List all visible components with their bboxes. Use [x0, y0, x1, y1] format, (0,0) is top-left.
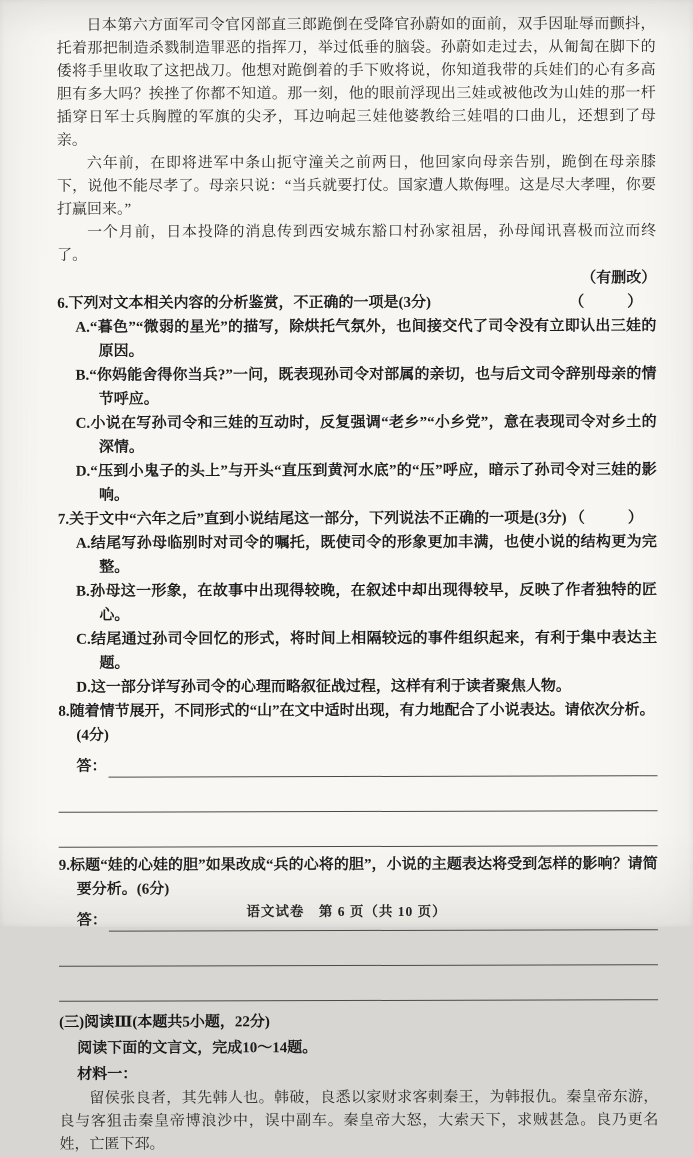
section-3 — [59, 1008, 658, 1157]
question-9-text: 标题“娃的心娃的胆”如果改成“兵的心将的胆”，小说的主题表达将受到怎样的影响？请简要分析。(6分) — [69, 856, 658, 898]
passage-paragraph-3: 一个月前，日本投降的消息传到西安城东豁口村孙家祖居，孙母闻讯喜极而泣而终了。 — [57, 223, 657, 264]
question-8-score: (4分) — [76, 727, 109, 744]
question-6-stem — [57, 290, 656, 316]
answer-bracket: （ ） — [569, 294, 657, 311]
question-8-text: 随着情节展开，不同形式的“山”在文中适时出现，有力地配合了小说表达。请依次分析。 — [69, 702, 655, 720]
question-8-number: 8. — [58, 703, 70, 720]
answer-bracket: （ ） — [569, 510, 657, 527]
section-3-heading: (三)阅读Ⅲ(本题共5小题，22分) — [59, 1014, 270, 1031]
question-7-option-a: A.结尾写孙母临别时对司令的嘱托，既使司令的形象更加丰满，也使小说的结构更为完整。 — [75, 534, 657, 576]
section-3-instruction: 阅读下面的文言文，完成10～14题。 — [77, 1040, 318, 1057]
question-8-stem — [58, 698, 657, 724]
question-6-number: 6. — [57, 295, 69, 312]
material-1-text: 留侯张良者，其先韩人也。韩破，良悉以家财求客刺秦王，为韩报仇。秦皇帝东游，良与客狙击秦皇帝博浪沙中，误中副车。秦皇帝大怒，大索天下，求贼甚急。良乃更名姓，亡匿下邳。 — [59, 1089, 659, 1153]
passage-paragraph-1: 日本第六方面军司令官冈部直三郎跪倒在受降官孙蔚如的面前，双手因耻辱而颤抖，托着那把制造杀戮制造罪恶的指挥刀，举过低垂的脑袋。孙蔚如走过去，从匍匐在脚下的倭将手里收取了这把战刀。他想对跪倒着的手下败将说，你知道我带的兵娃们的心有多高胆有多大吗？挨挫了你都不知道。那一刻，他的眼前浮现出三娃或被他改为山娃的那一杆插穿日军士兵胸膛的军旗的尖矛，耳边响起三娃他婆教给三娃唱的口曲儿，还想到了母亲。 — [56, 16, 656, 149]
question-6 — [57, 290, 657, 508]
question-8 — [58, 698, 657, 854]
question-7 — [58, 506, 658, 700]
answer-blank-line — [59, 965, 658, 1002]
question-9-number: 9. — [58, 857, 71, 874]
answer-label: 答： — [76, 758, 107, 775]
passage-paragraph-2: 六年前，在即将进军中条山扼守潼关之前两日，他回家向母亲告别，跪倒在母亲膝下，说他不能尽孝了。母亲只说：“当兵就要打仗。国家遭人欺侮哩。这是尽大孝哩，你要打赢回来。” — [56, 154, 656, 218]
answer-blank-line — [59, 811, 658, 848]
answer-blank-line — [59, 776, 658, 813]
page-footer: 语文试卷 第 6 页（共 10 页） — [246, 904, 447, 919]
question-9 — [59, 852, 658, 1002]
question-7-option-c: C.结尾通过孙司令回忆的形式，将时间上相隔较远的事件组织起来，有利于集中表达主题。 — [76, 630, 658, 672]
question-6-option-a: A.“暮色”“微弱的星光”的描写，除烘托气氛外，也间接交代了司令没有立即认出三娃的原因。 — [75, 318, 657, 360]
question-7-number: 7. — [57, 511, 70, 528]
question-6-option-d: D.“压到小鬼子的头上”与开头“直压到黄河水底”的“压”呼应，暗示了孙司令对三娃的影响。 — [75, 462, 657, 504]
question-6-option-b: B.“你妈能舍得你当兵?”一问，既表现孙司令对部属的亲切，也与后文司令辞别母亲的情节呼应。 — [75, 366, 657, 408]
question-7-text: 关于文中“六年之后”直到小说结尾这一部分，下列说法不正确的一项是(3分) — [69, 510, 567, 528]
material-1-label: 材料一： — [77, 1066, 138, 1083]
question-7-option-b: B.孙母这一形象，在故事中出现得较晚，在叙述中却出现得较早，反映了作者独特的匠心。 — [75, 582, 658, 624]
question-7-option-d: D.这一部分详写孙司令的心理而略叙征战过程，这样有利于读者聚焦人物。 — [76, 678, 571, 696]
page-content — [57, 13, 659, 1157]
answer-label: 答： — [76, 912, 107, 929]
question-9-stem — [59, 852, 658, 902]
question-6-text: 下列对文本相关内容的分析鉴赏，不正确的一项是(3分) — [68, 294, 432, 312]
passage-attribution: （有删改） — [581, 270, 657, 287]
question-7-stem — [58, 506, 657, 532]
answer-blank-line — [59, 930, 658, 967]
question-6-option-c: C.小说在写孙司令和三娃的互动时，反复强调“老乡”“小乡党”，意在表现司令对乡土的深情。 — [75, 414, 657, 456]
question-8-answer-row — [58, 750, 657, 778]
